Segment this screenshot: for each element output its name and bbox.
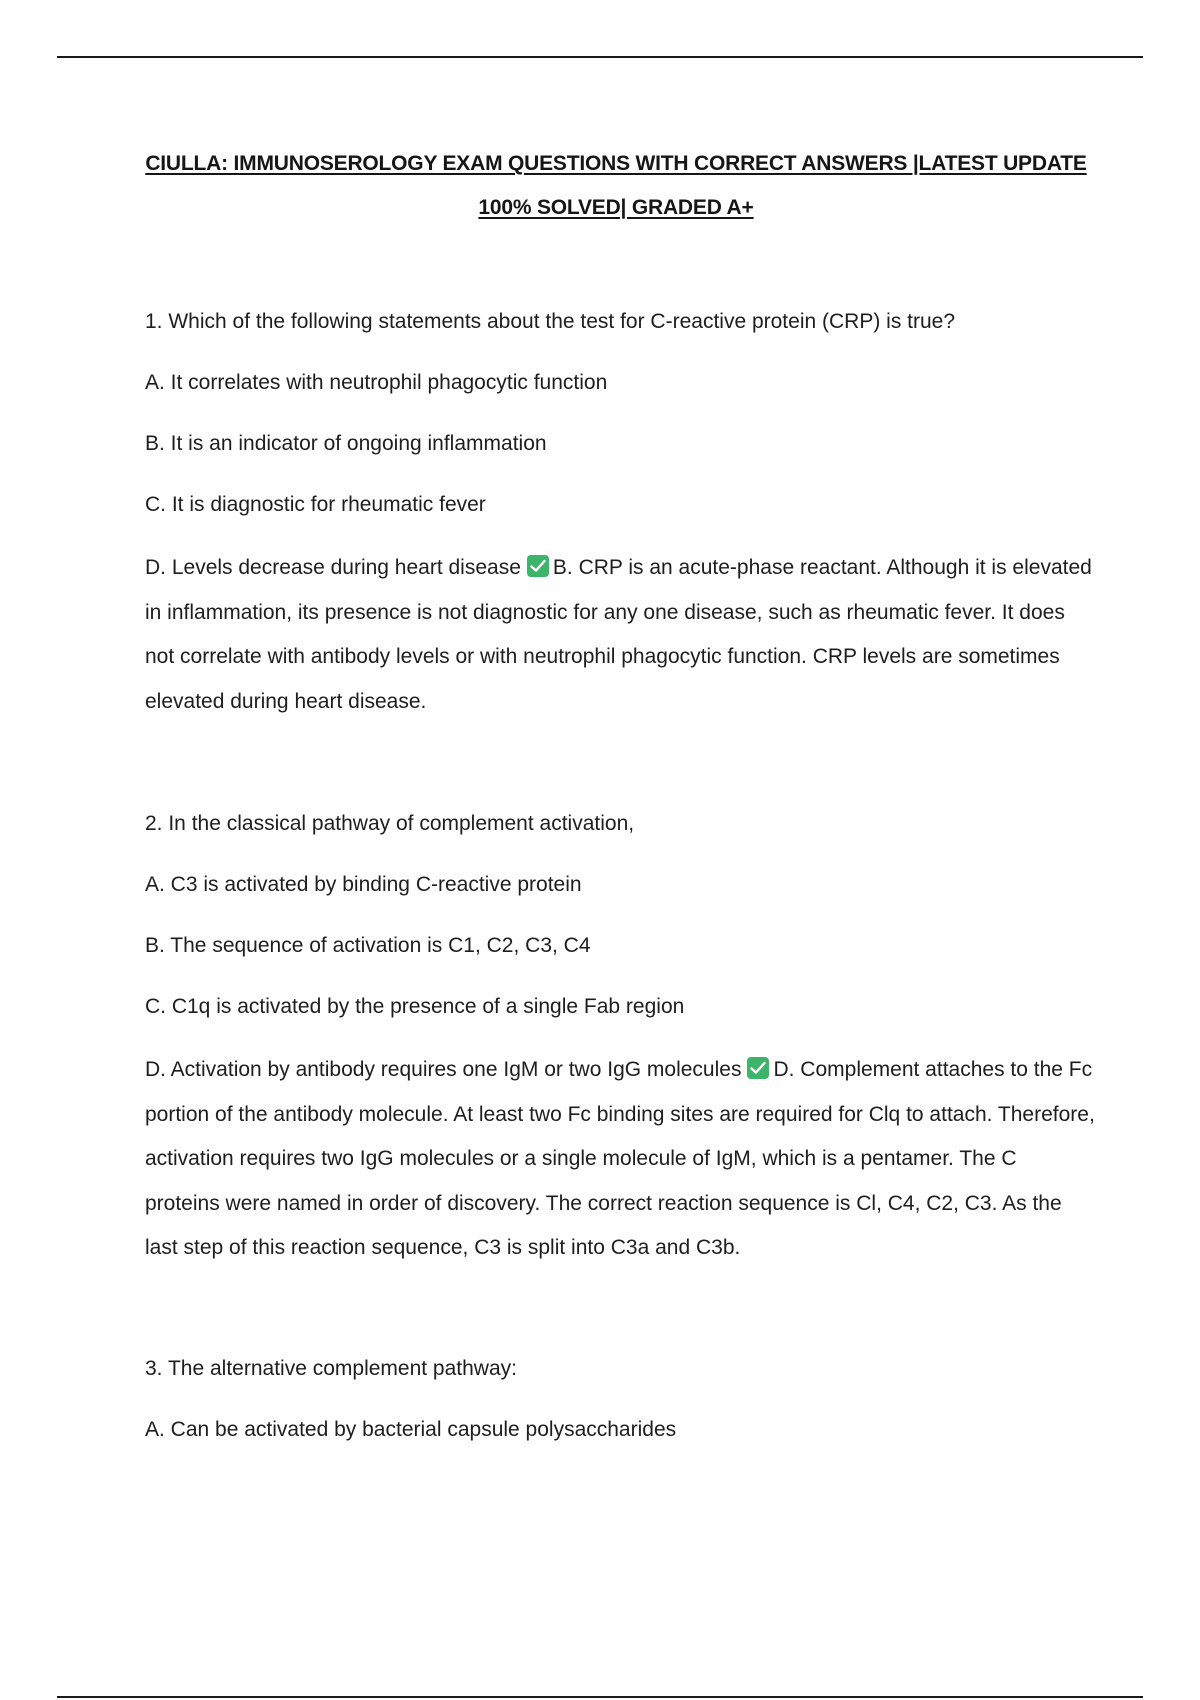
question-2-stem: 2. In the classical pathway of complement activation,	[145, 812, 635, 835]
question-2-option-d: D. Activation by antibody requires one IgM or two IgG molecules	[145, 1058, 742, 1081]
question-3-option-a: A. Can be activated by bacterial capsule polysaccharides	[145, 1418, 677, 1441]
question-1-answer-block	[145, 546, 1095, 724]
question-1-option-a: A. It correlates with neutrophil phagocytic function	[145, 371, 608, 394]
question-2-option-a: A. C3 is activated by binding C-reactive protein	[145, 873, 582, 896]
bottom-rule	[57, 1696, 1143, 1698]
question-1-explanation: B. CRP is an acute-phase reactant. Although it is elevated in inflammation, its presence is not diagnostic for any one disease, such as rheumatic fever. It does not correlate with antibody levels or with neutrophil phagocytic function. CRP levels are sometimes elevated during heart disease.	[145, 556, 1092, 713]
question-2-explanation: D. Complement attaches to the Fc portion of the antibody molecule. At least two Fc binding sites are required for Clq to attach. Therefore, activation requires two IgG molecules or a single molecule of IgM, which is a pentamer. The C proteins were named in order of discovery. The correct reaction sequence is Cl, C4, C2, C3. As the last step of this reaction sequence, C3 is split into C3a and C3b.	[145, 1058, 1095, 1259]
top-rule	[57, 56, 1143, 58]
check-icon	[747, 1057, 769, 1079]
check-icon	[527, 555, 549, 577]
page-title	[100, 142, 1132, 230]
question-1-option-d: D. Levels decrease during heart disease	[145, 556, 521, 579]
title-line-1: CIULLA: IMMUNOSEROLOGY EXAM QUESTIONS WITH CORRECT ANSWERS |LATEST UPDATE	[145, 152, 1087, 175]
question-2-answer-block	[145, 1048, 1095, 1271]
question-1-option-c: C. It is diagnostic for rheumatic fever	[145, 493, 486, 516]
question-1-option-b: B. It is an indicator of ongoing inflammation	[145, 432, 547, 455]
question-2-option-c: C. C1q is activated by the presence of a single Fab region	[145, 995, 685, 1018]
title-line-2: 100% SOLVED| GRADED A+	[478, 196, 754, 219]
question-3-stem: 3. The alternative complement pathway:	[145, 1357, 517, 1380]
question-2-option-b: B. The sequence of activation is C1, C2, C3, C4	[145, 934, 591, 957]
question-1-stem: 1. Which of the following statements about the test for C-reactive protein (CRP) is true?	[145, 310, 956, 333]
